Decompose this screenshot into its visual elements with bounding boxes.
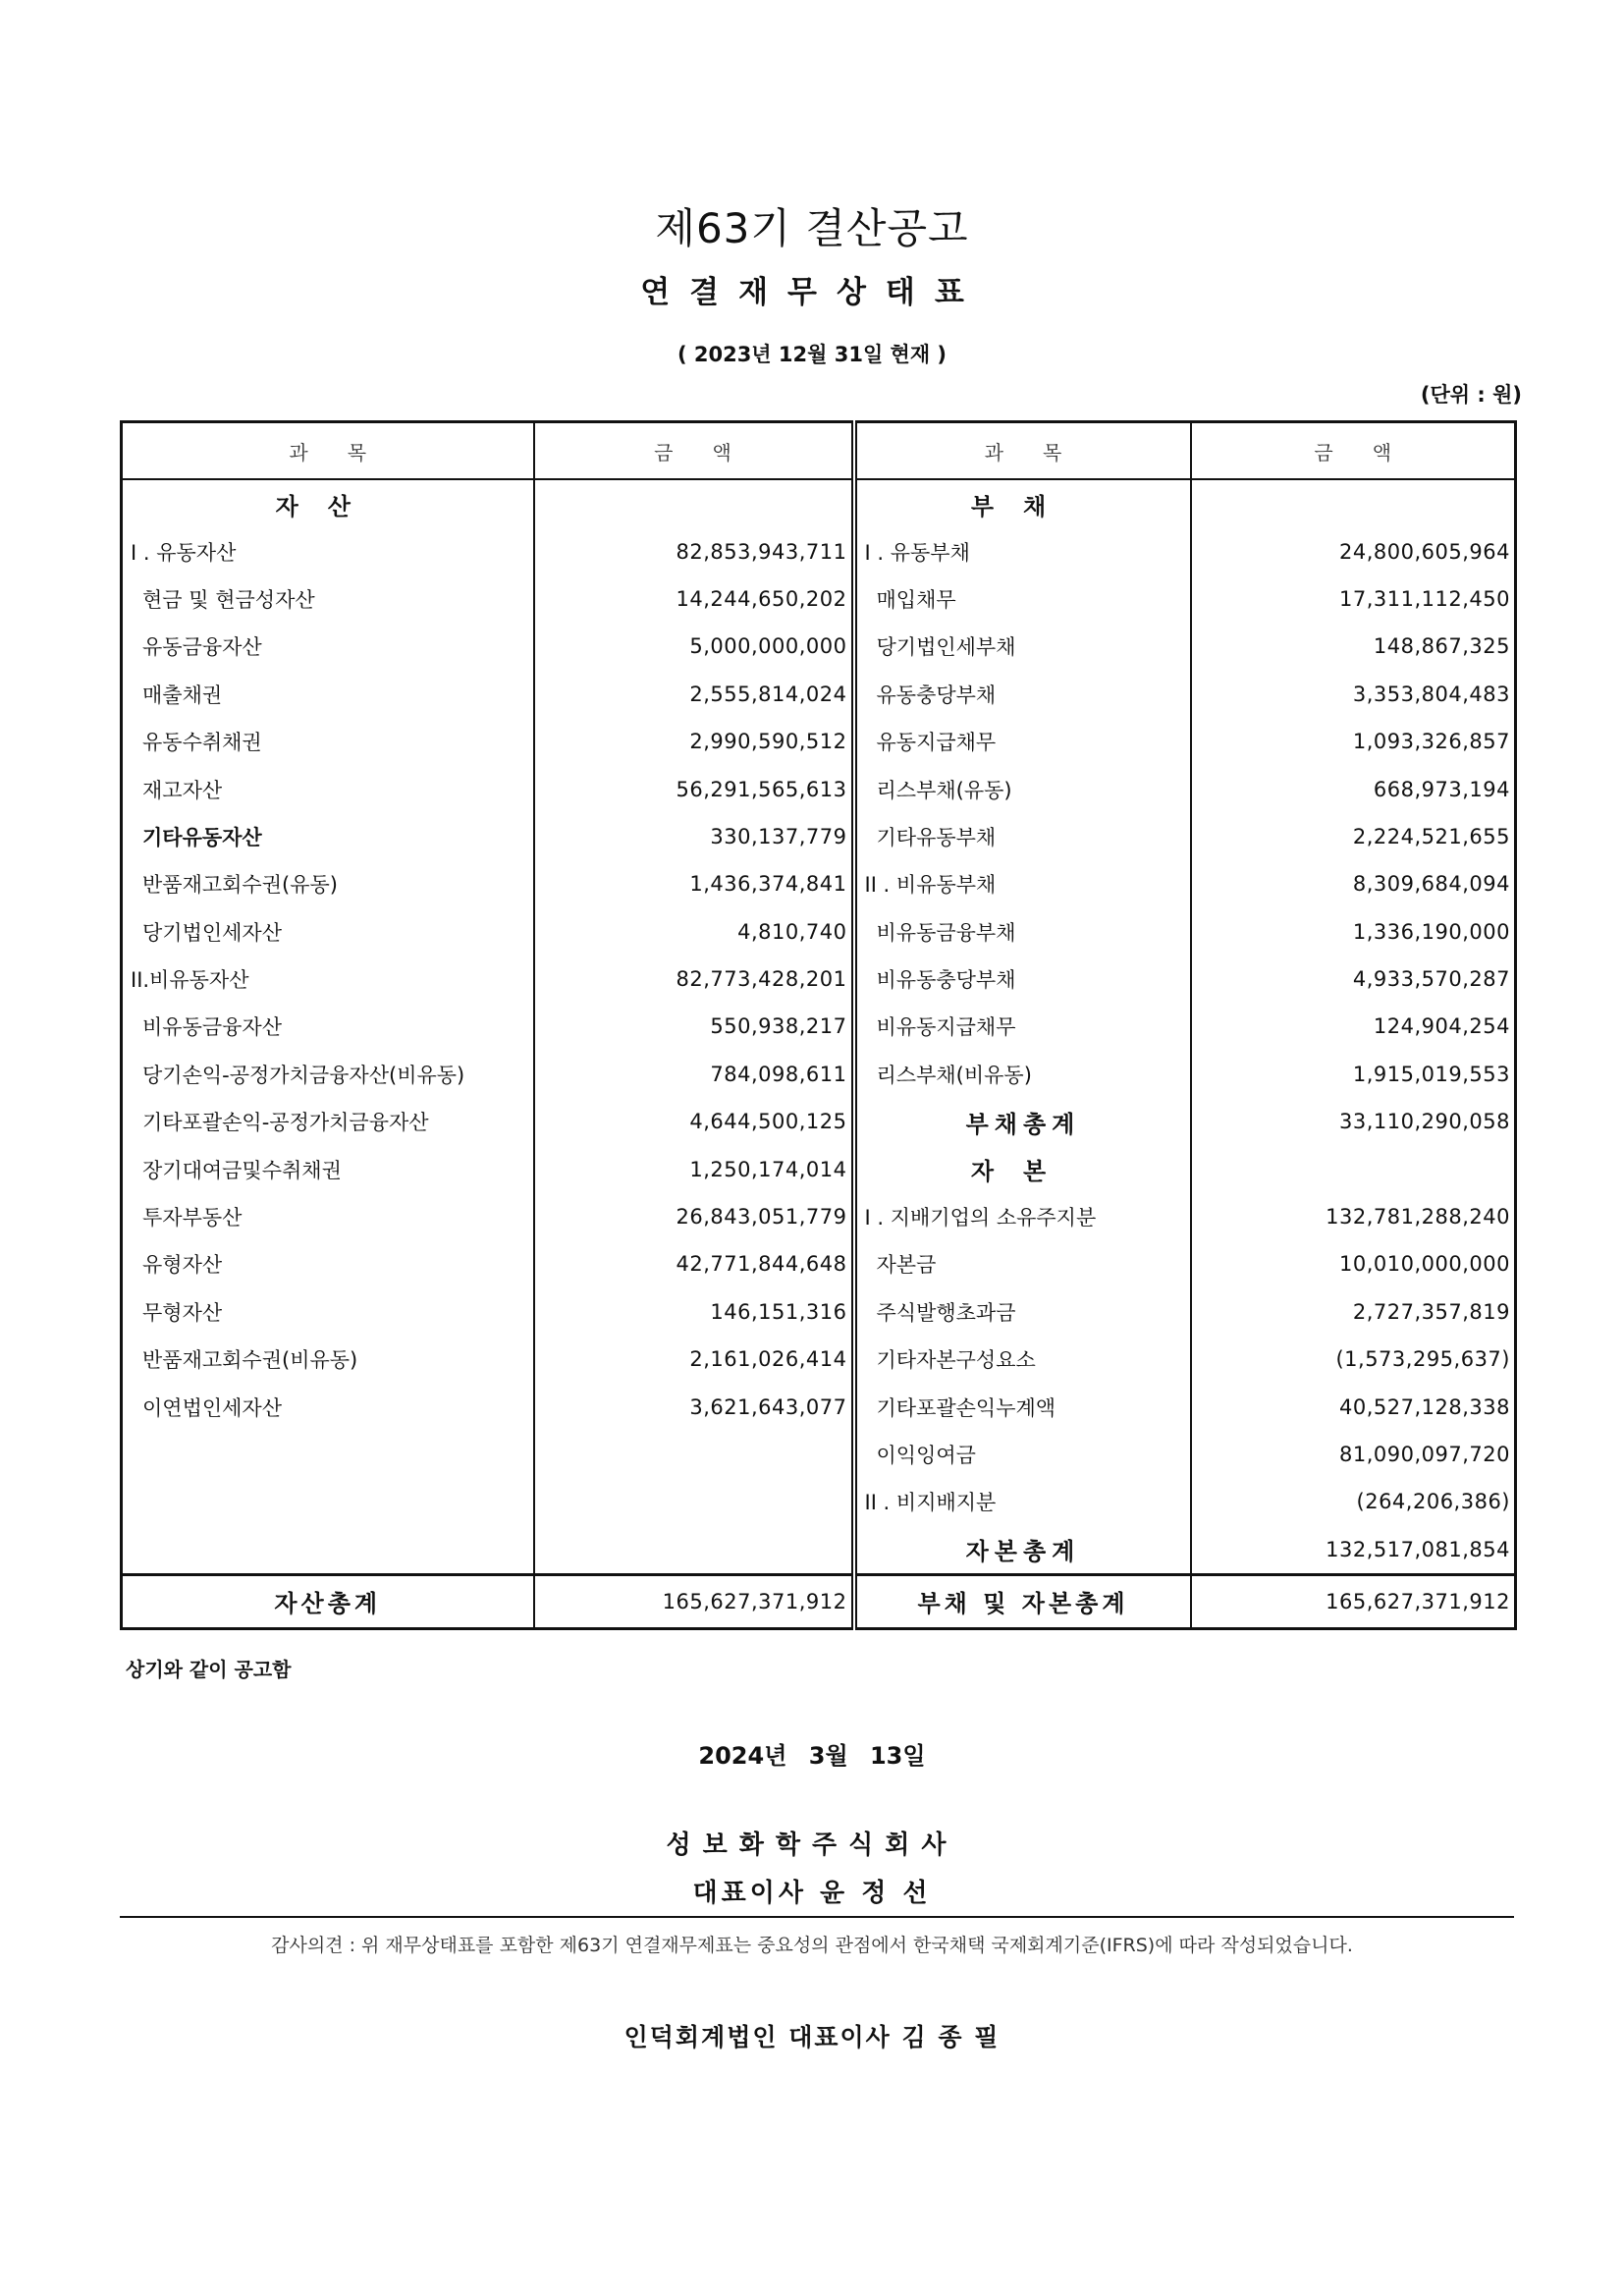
left-item-label: 무형자산 xyxy=(122,1288,534,1336)
table-row xyxy=(122,1478,1516,1525)
right-item-label: I . 지배기업의 소유주지분 xyxy=(854,1193,1191,1240)
header-subject-left: 과목 xyxy=(122,422,534,480)
left-item-amount: 26,843,051,779 xyxy=(534,1193,854,1240)
right-item-amount: 8,309,684,094 xyxy=(1352,872,1510,897)
right-item-label: 이익잉여금 xyxy=(854,1431,1191,1478)
left-item-amount: 5,000,000,000 xyxy=(534,623,854,670)
right-item-amount: 668,973,194 xyxy=(1373,777,1510,801)
table-row xyxy=(122,1336,1516,1383)
left-item-label: 반품재고회수권(유동) xyxy=(122,860,534,907)
left-item-amount: 4,644,500,125 xyxy=(534,1098,854,1145)
right-item-amount: 40,527,128,338 xyxy=(1339,1394,1510,1419)
right-item-label: 부채총계 xyxy=(854,1098,1191,1145)
left-item-amount: 4,810,740 xyxy=(534,908,854,956)
right-item-label: 당기법인세부채 xyxy=(854,623,1191,670)
table-row xyxy=(122,671,1516,718)
left-item-label: 기타유동자산 xyxy=(122,813,534,860)
right-item-label: 리스부채(유동) xyxy=(854,765,1191,812)
left-item-amount: 56,291,565,613 xyxy=(534,765,854,812)
grand-total-row xyxy=(122,1574,1516,1628)
table-row xyxy=(122,1431,1516,1478)
right-item-label: 부채 xyxy=(854,479,1191,527)
audit-opinion: 감사의견 : 위 재무상태표를 포함한 제63기 연결재무제표는 중요성의 관점에서 한국채택 국제회계기준(IFRS)에 따라 작성되었습니다. xyxy=(271,1935,1353,1956)
table-row xyxy=(122,1240,1516,1287)
left-item-label: 이연법인세자산 xyxy=(122,1383,534,1430)
right-item-label: 기타유동부채 xyxy=(854,813,1191,860)
balance-sheet-table xyxy=(120,420,1517,1630)
right-item-label: 기타포괄손익누계액 xyxy=(854,1383,1191,1430)
left-item-label: 반품재고회수권(비유동) xyxy=(122,1336,534,1383)
auditor-name: 인덕회계법인 대표이사 김 종 필 xyxy=(623,2023,1001,2051)
left-item-label: 매출채권 xyxy=(122,671,534,718)
right-item-amount: 148,867,325 xyxy=(1373,634,1510,659)
table-row xyxy=(122,1051,1516,1098)
left-item-label: 비유동금융자산 xyxy=(122,1003,534,1050)
table-row xyxy=(122,1003,1516,1050)
table-row xyxy=(122,765,1516,812)
left-item-label: 당기법인세자산 xyxy=(122,908,534,956)
table-header-row xyxy=(122,422,1516,480)
left-item-amount: 2,990,590,512 xyxy=(534,718,854,765)
left-item-label xyxy=(122,1526,534,1575)
left-item-amount xyxy=(534,1478,854,1525)
right-item-amount: 1,336,190,000 xyxy=(1352,919,1510,944)
company-name: 성보화학주식회사 xyxy=(666,1831,958,1860)
right-item-amount: (264,206,386) xyxy=(1356,1490,1510,1514)
left-item-label xyxy=(122,1431,534,1478)
left-item-label: 기타포괄손익-공정가치금융자산 xyxy=(122,1098,534,1145)
right-item-label: 리스부채(비유동) xyxy=(854,1051,1191,1098)
left-item-amount: 550,938,217 xyxy=(534,1003,854,1050)
table-row xyxy=(122,1383,1516,1430)
total-liabilities-equity-label: 부채 및 자본총계 xyxy=(854,1574,1191,1628)
right-item-amount: 132,781,288,240 xyxy=(1326,1205,1510,1230)
left-item-amount: 784,098,611 xyxy=(534,1051,854,1098)
left-item-label: 유형자산 xyxy=(122,1240,534,1287)
left-item-label: II.비유동자산 xyxy=(122,956,534,1003)
right-item-label: 비유동금융부채 xyxy=(854,908,1191,956)
left-item-label: 현금 및 현금성자산 xyxy=(122,575,534,623)
table-row xyxy=(122,860,1516,907)
divider xyxy=(120,1916,1514,1918)
left-item-label: 재고자산 xyxy=(122,765,534,812)
right-item-amount: 1,915,019,553 xyxy=(1352,1062,1510,1086)
right-item-amount xyxy=(1191,479,1516,527)
left-item-label: I . 유동자산 xyxy=(122,527,534,574)
right-item-amount: 1,093,326,857 xyxy=(1352,730,1510,754)
left-item-amount xyxy=(534,479,854,527)
right-item-amount: 132,517,081,854 xyxy=(1326,1537,1510,1561)
right-item-amount: 10,010,000,000 xyxy=(1339,1252,1510,1277)
right-item-label: II . 비지배지분 xyxy=(854,1478,1191,1525)
right-item-label: II . 비유동부채 xyxy=(854,860,1191,907)
right-item-label: 비유동충당부채 xyxy=(854,956,1191,1003)
notice-title: 제63기 결산공고 xyxy=(655,204,969,252)
left-item-amount: 82,773,428,201 xyxy=(534,956,854,1003)
right-item-label: 비유동지급채무 xyxy=(854,1003,1191,1050)
table-row xyxy=(122,623,1516,670)
right-item-amount: 4,933,570,287 xyxy=(1352,967,1510,992)
left-item-amount: 330,137,779 xyxy=(534,813,854,860)
table-row xyxy=(122,575,1516,623)
right-item-amount: 2,224,521,655 xyxy=(1352,824,1510,848)
right-item-amount xyxy=(1191,1145,1516,1192)
table-row xyxy=(122,1288,1516,1336)
notice-note: 상기와 같이 공고함 xyxy=(126,1658,292,1681)
total-liabilities-equity-amount: 165,627,371,912 xyxy=(1191,1574,1516,1628)
unit-label: (단위 : 원) xyxy=(1420,383,1522,407)
table-row xyxy=(122,813,1516,860)
table-row xyxy=(122,1098,1516,1145)
right-item-amount: 81,090,097,720 xyxy=(1339,1443,1510,1466)
header-amount-left: 금액 xyxy=(534,422,854,480)
right-item-amount: 24,800,605,964 xyxy=(1339,539,1510,564)
left-item-amount xyxy=(534,1431,854,1478)
left-item-amount: 1,436,374,841 xyxy=(534,860,854,907)
left-item-label: 유동수취채권 xyxy=(122,718,534,765)
right-item-amount: (1,573,295,637) xyxy=(1335,1347,1510,1372)
table-row xyxy=(122,1193,1516,1240)
table-row xyxy=(122,1526,1516,1575)
left-item-amount: 2,161,026,414 xyxy=(534,1336,854,1383)
right-item-label: 유동충당부채 xyxy=(854,671,1191,718)
right-item-amount: 124,904,254 xyxy=(1373,1014,1510,1039)
right-item-amount: 17,311,112,450 xyxy=(1339,586,1510,611)
left-item-label: 유동금융자산 xyxy=(122,623,534,670)
right-item-label: 기타자본구성요소 xyxy=(854,1336,1191,1383)
left-item-label: 장기대여금및수취채권 xyxy=(122,1145,534,1192)
publication-date: 2024년 3월 13일 xyxy=(698,1742,926,1770)
left-item-label: 당기손익-공정가치금융자산(비유동) xyxy=(122,1051,534,1098)
left-item-amount: 146,151,316 xyxy=(534,1288,854,1336)
table-row xyxy=(122,908,1516,956)
total-assets-amount: 165,627,371,912 xyxy=(534,1574,854,1628)
ceo-name: 대표이사 윤 정 선 xyxy=(692,1879,932,1908)
left-item-label xyxy=(122,1478,534,1525)
right-item-amount: 2,727,357,819 xyxy=(1352,1299,1510,1324)
statement-title: 연결재무상태표 xyxy=(640,275,984,310)
left-item-amount: 2,555,814,024 xyxy=(534,671,854,718)
table-row xyxy=(122,718,1516,765)
right-item-amount: 3,353,804,483 xyxy=(1352,682,1510,706)
right-item-amount: 33,110,290,058 xyxy=(1339,1110,1510,1134)
table-row xyxy=(122,527,1516,574)
right-item-label: 매입채무 xyxy=(854,575,1191,623)
left-item-label: 자산 xyxy=(122,479,534,527)
left-item-amount: 82,853,943,711 xyxy=(534,527,854,574)
left-item-amount: 14,244,650,202 xyxy=(534,575,854,623)
right-item-label: 주식발행초과금 xyxy=(854,1288,1191,1336)
left-item-amount: 1,250,174,014 xyxy=(534,1145,854,1192)
header-subject-right: 과목 xyxy=(854,422,1191,480)
left-item-amount xyxy=(534,1526,854,1575)
right-item-label: 자본 xyxy=(854,1145,1191,1192)
header-amount-right: 금액 xyxy=(1191,422,1516,480)
left-item-label: 투자부동산 xyxy=(122,1193,534,1240)
table-row xyxy=(122,956,1516,1003)
right-item-label: 자본총계 xyxy=(854,1526,1191,1575)
total-assets-label: 자산총계 xyxy=(122,1574,534,1628)
right-item-label: 자본금 xyxy=(854,1240,1191,1287)
table-row xyxy=(122,479,1516,527)
table-body xyxy=(122,479,1516,1574)
table-row xyxy=(122,1145,1516,1192)
right-item-label: 유동지급채무 xyxy=(854,718,1191,765)
left-item-amount: 3,621,643,077 xyxy=(534,1383,854,1430)
right-item-label: I . 유동부채 xyxy=(854,527,1191,574)
left-item-amount: 42,771,844,648 xyxy=(534,1240,854,1287)
statement-date: ( 2023년 12월 31일 현재 ) xyxy=(677,343,947,366)
